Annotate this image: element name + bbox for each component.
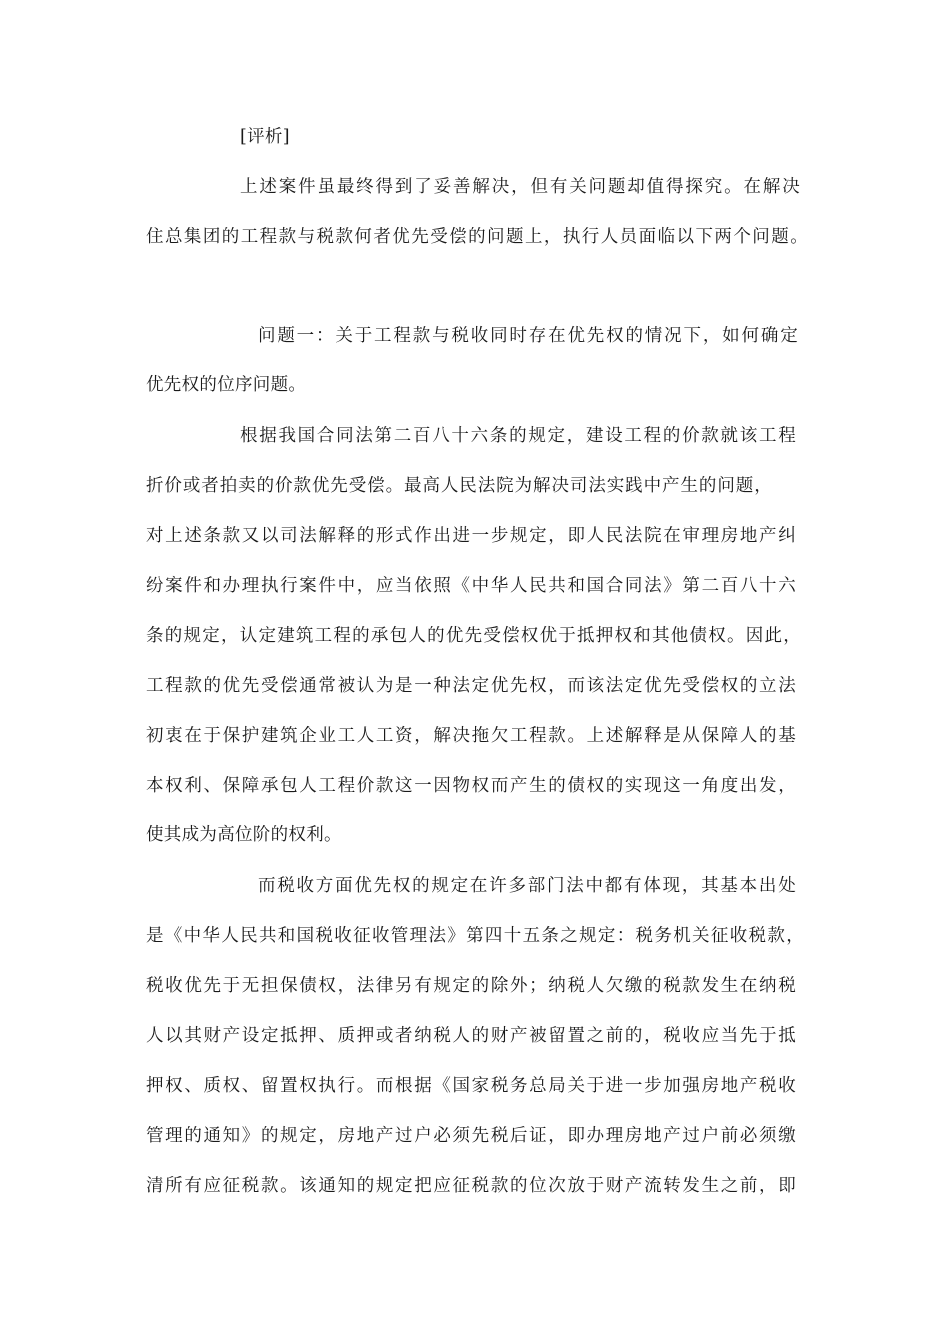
paragraph-line: 税收优先于无担保债权，法律另有规定的除外；纳税人欠缴的税款发生在纳税 xyxy=(146,976,796,996)
paragraph-line: 人以其财产设定抵押、质押或者纳税人的财产被留置之前的，税收应当先于抵 xyxy=(146,1026,796,1046)
paragraph-line: 根据我国合同法第二百八十六条的规定，建设工程的价款就该工程 xyxy=(240,426,796,446)
paragraph-line: 问题一：关于工程款与税收同时存在优先权的情况下，如何确定 xyxy=(258,326,798,346)
paragraph-line: 初衷在于保护建筑企业工人工资，解决拖欠工程款。上述解释是从保障人的基 xyxy=(146,726,796,746)
paragraph-line: 押权、质权、留置权执行。而根据《国家税务总局关于进一步加强房地产税收 xyxy=(146,1076,796,1096)
paragraph-line: 住总集团的工程款与税款何者优先受偿的问题上，执行人员面临以下两个问题。 xyxy=(146,227,808,247)
paragraph-line: 是《中华人民共和国税收征收管理法》第四十五条之规定：税务机关征收税款， xyxy=(146,926,804,946)
paragraph-line: 工程款的优先受偿通常被认为是一种法定优先权，而该法定优先受偿权的立法 xyxy=(146,676,796,696)
paragraph-line: 上述案件虽最终得到了妥善解决，但有关问题却值得探究。在解决 xyxy=(240,177,800,197)
paragraph-line: 对上述条款又以司法解释的形式作出进一步规定，即人民法院在审理房地产纠 xyxy=(146,526,796,546)
paragraph-line: 条的规定，认定建筑工程的承包人的优先受偿权优于抵押权和其他债权。因此， xyxy=(146,626,801,646)
paragraph-line: 优先权的位序问题。 xyxy=(146,375,307,395)
paragraph-line: 折价或者拍卖的价款优先受偿。最高人民法院为解决司法实践中产生的问题， xyxy=(146,476,772,496)
paragraph-line: 清所有应征税款。该通知的规定把应征税款的位次放于财产流转发生之前，即 xyxy=(146,1176,796,1196)
paragraph-line: 而税收方面优先权的规定在许多部门法中都有体现，其基本出处 xyxy=(258,876,796,896)
paragraph-line: 纷案件和办理执行案件中，应当依照《中华人民共和国合同法》第二百八十六 xyxy=(146,576,796,596)
section-heading: [评析] xyxy=(240,127,290,147)
paragraph-line: 本权利、保障承包人工程价款这一因物权而产生的债权的实现这一角度出发， xyxy=(146,776,796,796)
paragraph-line: 管理的通知》的规定，房地产过户必须先税后证，即办理房地产过户前必须缴 xyxy=(146,1126,796,1146)
paragraph-line: 使其成为高位阶的权利。 xyxy=(146,825,342,845)
